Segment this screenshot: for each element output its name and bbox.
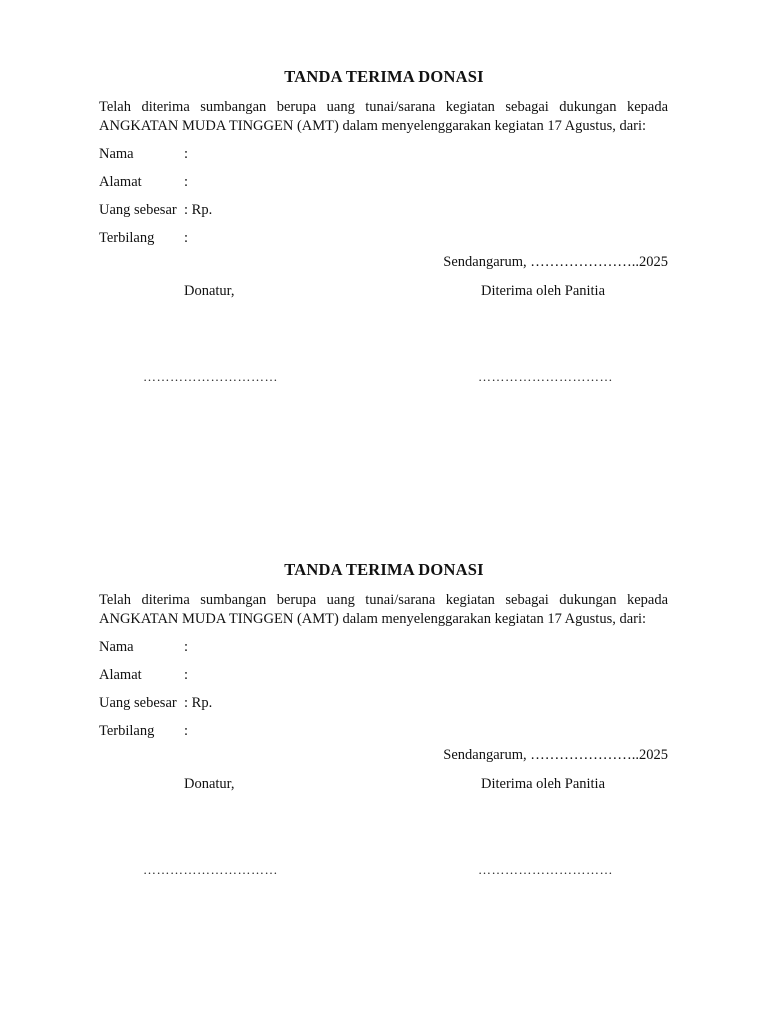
receiver-signature-line: …………………………: [478, 369, 613, 384]
donor-signature-line: …………………………: [143, 862, 278, 877]
field-label: Alamat: [99, 174, 142, 190]
intro-line-1: Telah diterima sumbangan berupa uang tunai/sarana kegiatan sebagai dukungan kepada: [99, 99, 668, 115]
receipt-title: TANDA TERIMA DONASI: [284, 560, 484, 579]
receipt-intro: [99, 591, 668, 629]
intro-line-2: ANGKATAN MUDA TINGGEN (AMT) dalam menyelenggarakan kegiatan 17 Agustus, dari:: [99, 611, 647, 627]
field-uang-sebesar: [99, 200, 212, 220]
field-separator: :: [184, 174, 189, 190]
field-label: Uang sebesar: [99, 695, 177, 711]
donor-label: Donatur,: [184, 776, 235, 792]
field-separator: : Rp.: [184, 695, 213, 711]
field-label: Nama: [99, 146, 134, 162]
donor-signature-line: …………………………: [143, 369, 278, 384]
field-separator: :: [184, 146, 189, 162]
field-uang-sebesar: [99, 693, 212, 713]
place-date-line: Sendangarum, …………………..2025: [443, 747, 668, 763]
field-label: Terbilang: [99, 230, 155, 246]
receiver-label: Diterima oleh Panitia: [481, 776, 606, 792]
field-separator: :: [184, 667, 189, 683]
donation-receipt-2: [0, 493, 768, 913]
field-separator: :: [184, 230, 189, 246]
field-separator: :: [184, 639, 189, 655]
field-nama: [99, 637, 188, 657]
field-alamat: [99, 172, 188, 192]
field-label: Alamat: [99, 667, 142, 683]
receiver-signature-line: …………………………: [478, 862, 613, 877]
field-label: Nama: [99, 639, 134, 655]
receipt-intro: [99, 98, 668, 136]
place-date-line: Sendangarum, …………………..2025: [443, 254, 668, 270]
intro-line-2: ANGKATAN MUDA TINGGEN (AMT) dalam menyelenggarakan kegiatan 17 Agustus, dari:: [99, 118, 647, 134]
receipt-title: TANDA TERIMA DONASI: [284, 67, 484, 86]
field-label: Uang sebesar: [99, 202, 177, 218]
donation-receipt-1: [0, 0, 768, 420]
field-terbilang: [99, 721, 188, 741]
field-separator: :: [184, 723, 189, 739]
receiver-label: Diterima oleh Panitia: [481, 283, 606, 299]
intro-line-1: Telah diterima sumbangan berupa uang tunai/sarana kegiatan sebagai dukungan kepada: [99, 592, 668, 608]
field-alamat: [99, 665, 188, 685]
field-terbilang: [99, 228, 188, 248]
donor-label: Donatur,: [184, 283, 235, 299]
field-nama: [99, 144, 188, 164]
field-separator: : Rp.: [184, 202, 213, 218]
field-label: Terbilang: [99, 723, 155, 739]
